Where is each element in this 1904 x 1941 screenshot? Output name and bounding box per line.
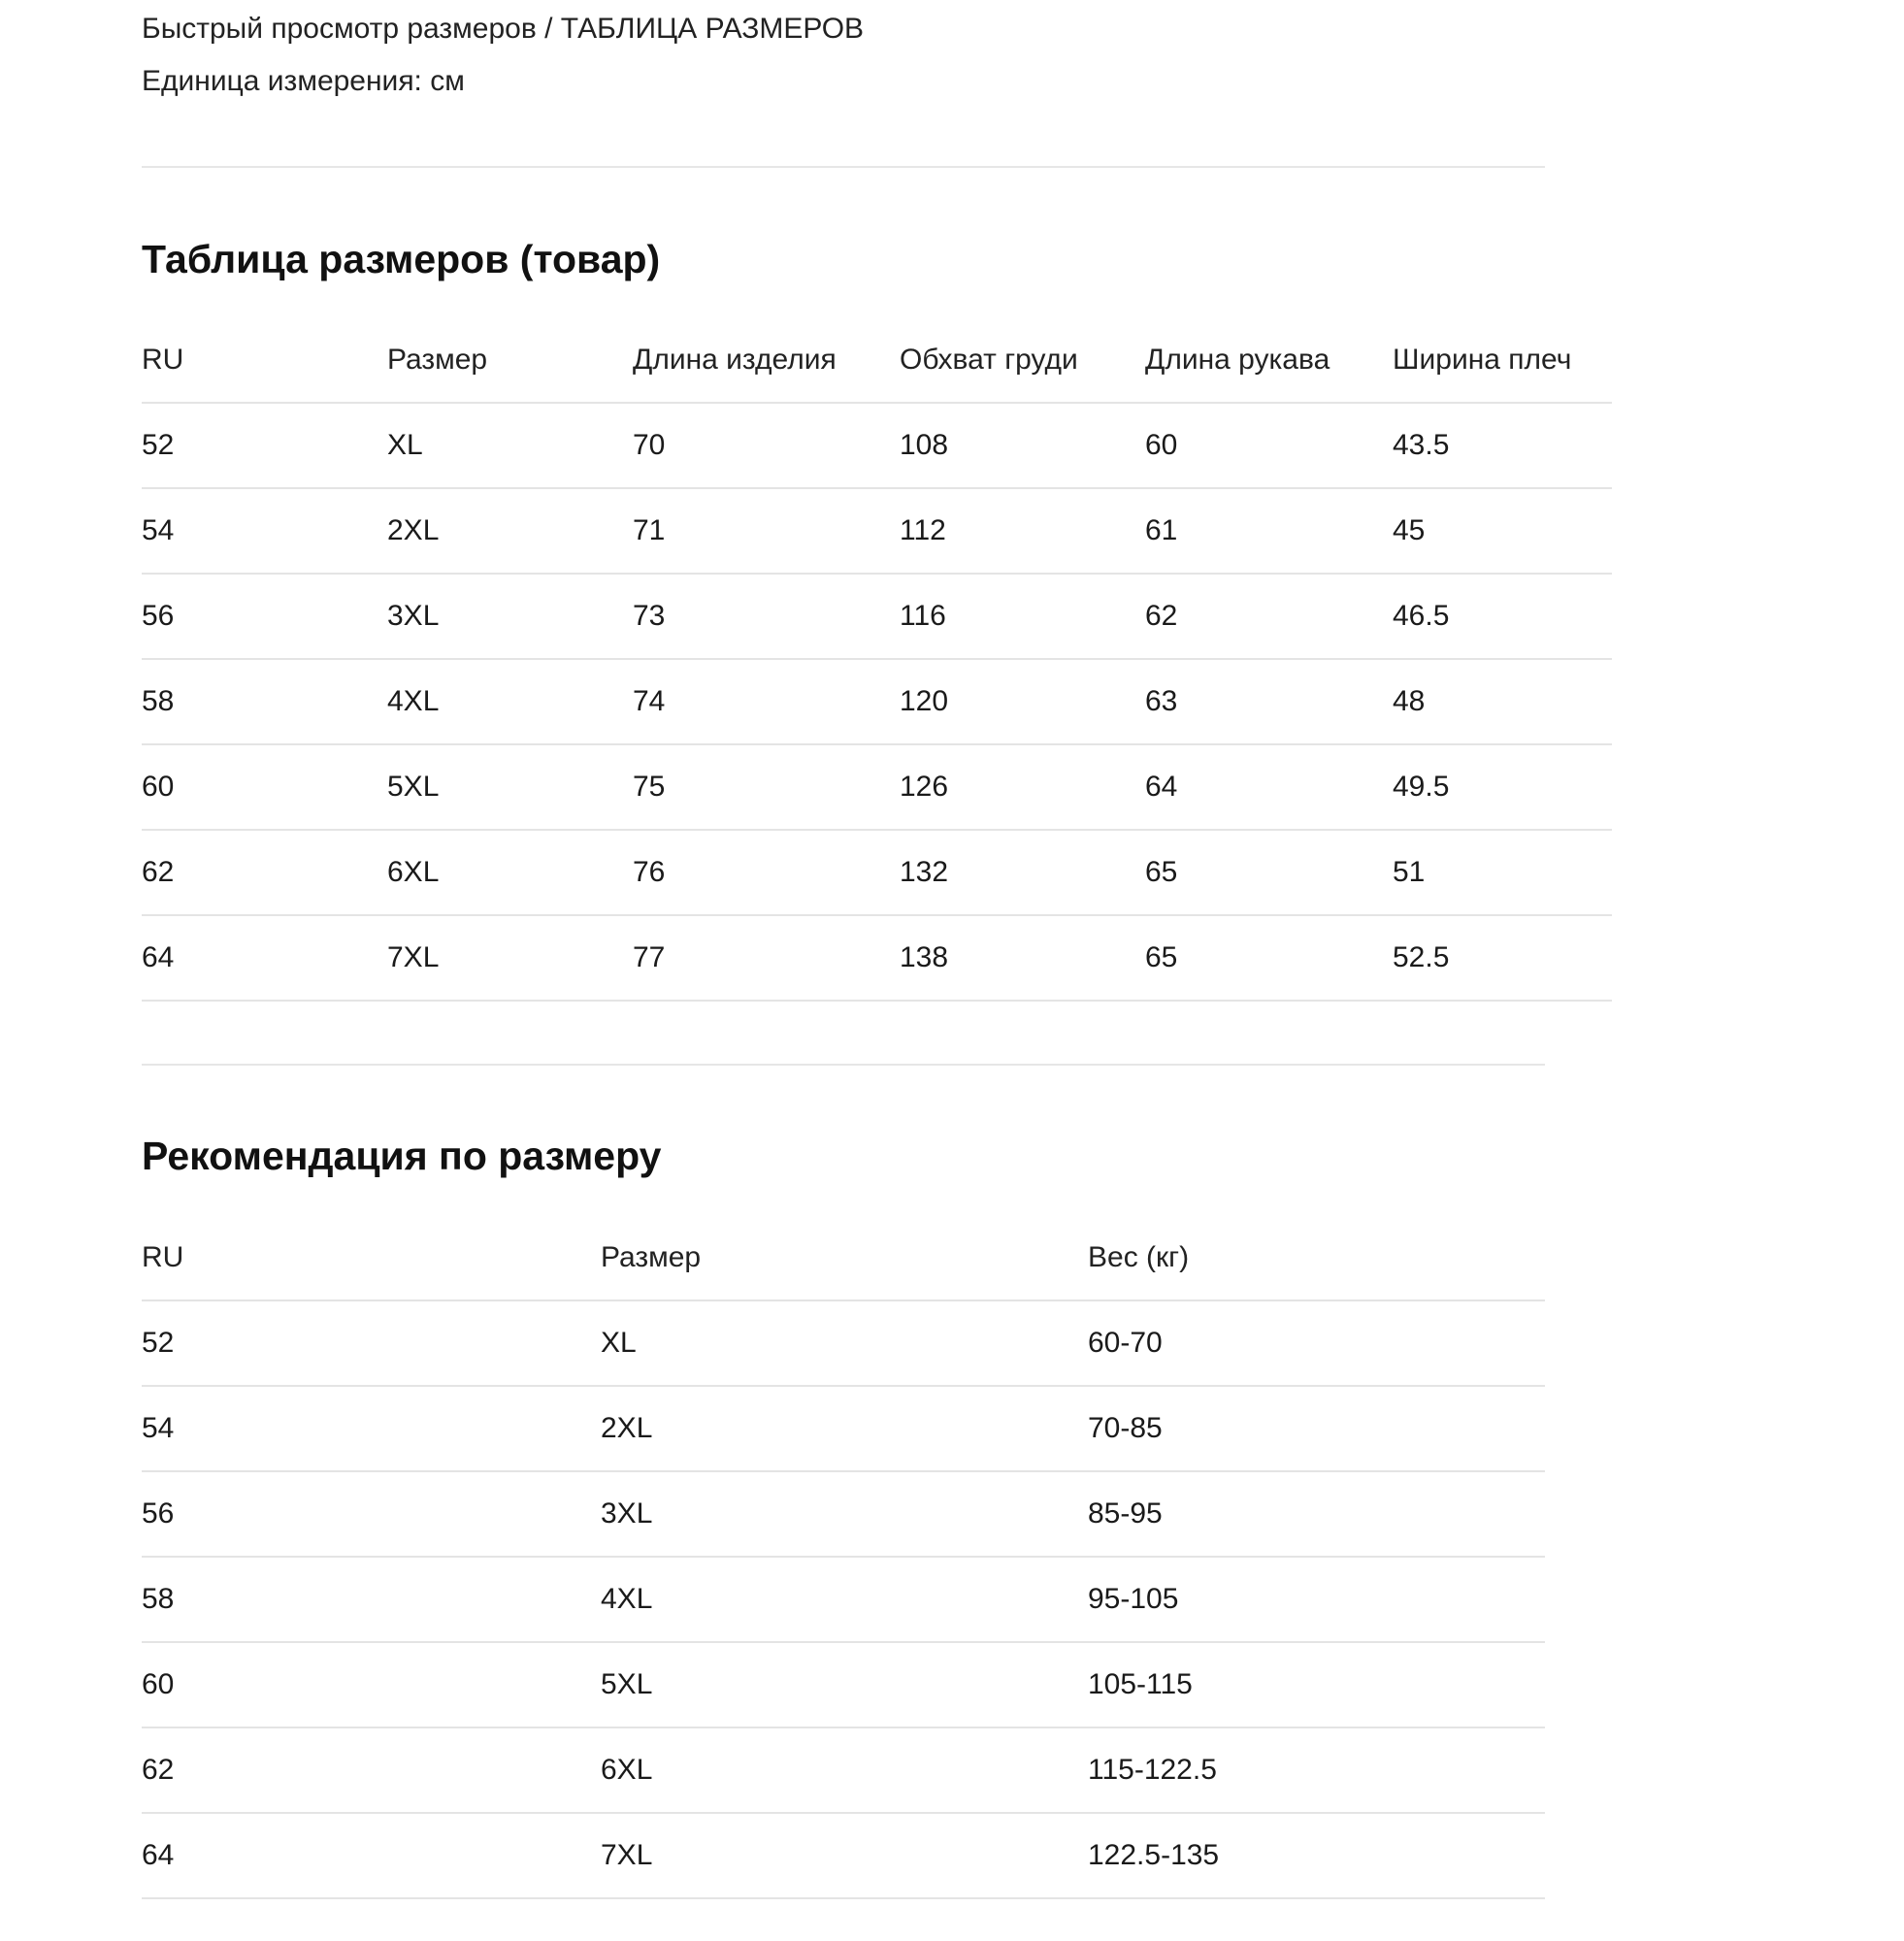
table-cell: 60	[1145, 403, 1393, 488]
table-cell: 58	[142, 1557, 601, 1642]
table-row	[142, 574, 1612, 659]
column-header-length: Длина изделия	[633, 318, 900, 403]
table-cell: 3XL	[387, 574, 633, 659]
column-header-sleeve: Длина рукава	[1145, 318, 1393, 403]
table-cell: 64	[1145, 744, 1393, 830]
table-cell: 5XL	[387, 744, 633, 830]
table-cell: 2XL	[387, 488, 633, 574]
table-cell: 58	[142, 659, 387, 744]
divider	[142, 166, 1545, 168]
measurement-unit: Единица измерения: см	[142, 65, 465, 97]
table-cell: 65	[1145, 915, 1393, 1001]
product-size-table-title: Таблица размеров (товар)	[142, 237, 661, 281]
table-cell: 6XL	[601, 1727, 1088, 1813]
table-cell: 56	[142, 574, 387, 659]
column-header-size: Размер	[387, 318, 633, 403]
table-row	[142, 659, 1612, 744]
table-cell: 74	[633, 659, 900, 744]
breadcrumb: Быстрый просмотр размеров / ТАБЛИЦА РАЗМЕРОВ	[142, 13, 865, 45]
size-recommendation-table	[142, 1216, 1545, 1899]
table-cell: 62	[1145, 574, 1393, 659]
table-cell: 62	[142, 830, 387, 915]
table-row	[142, 1300, 1545, 1386]
table-cell: 116	[900, 574, 1145, 659]
table-cell: 132	[900, 830, 1145, 915]
table-row	[142, 1642, 1545, 1727]
column-header-ru: RU	[142, 1216, 601, 1300]
table-row	[142, 744, 1612, 830]
table-cell: 54	[142, 1386, 601, 1471]
table-cell: 7XL	[387, 915, 633, 1001]
table-cell: 85-95	[1088, 1471, 1545, 1557]
table-cell: 115-122.5	[1088, 1727, 1545, 1813]
table-header-row	[142, 1216, 1545, 1300]
table-cell: 56	[142, 1471, 601, 1557]
table-cell: 4XL	[601, 1557, 1088, 1642]
table-cell: 52.5	[1393, 915, 1612, 1001]
column-header-weight: Вес (кг)	[1088, 1216, 1545, 1300]
product-size-table	[142, 318, 1612, 1002]
table-cell: 7XL	[601, 1813, 1088, 1898]
table-cell: 138	[900, 915, 1145, 1001]
table-row	[142, 1557, 1545, 1642]
table-cell: 108	[900, 403, 1145, 488]
table-row	[142, 915, 1612, 1001]
table-cell: 52	[142, 1300, 601, 1386]
table-cell: 2XL	[601, 1386, 1088, 1471]
table-cell: XL	[387, 403, 633, 488]
table-cell: 60-70	[1088, 1300, 1545, 1386]
table-row	[142, 488, 1612, 574]
table-row	[142, 830, 1612, 915]
column-header-size: Размер	[601, 1216, 1088, 1300]
table-cell: 5XL	[601, 1642, 1088, 1727]
table-cell: 64	[142, 1813, 601, 1898]
table-row	[142, 1471, 1545, 1557]
table-row	[142, 1386, 1545, 1471]
table-cell: 63	[1145, 659, 1393, 744]
table-cell: 4XL	[387, 659, 633, 744]
table-row	[142, 1813, 1545, 1898]
table-cell: 48	[1393, 659, 1612, 744]
table-cell: 73	[633, 574, 900, 659]
column-header-shoulder: Ширина плеч	[1393, 318, 1612, 403]
table-cell: 76	[633, 830, 900, 915]
table-cell: 43.5	[1393, 403, 1612, 488]
table-cell: 120	[900, 659, 1145, 744]
size-recommendation-title: Рекомендация по размеру	[142, 1134, 662, 1178]
table-cell: XL	[601, 1300, 1088, 1386]
table-cell: 112	[900, 488, 1145, 574]
table-cell: 60	[142, 1642, 601, 1727]
table-cell: 60	[142, 744, 387, 830]
table-header-row	[142, 318, 1612, 403]
table-row	[142, 1727, 1545, 1813]
divider	[142, 1064, 1545, 1066]
table-cell: 105-115	[1088, 1642, 1545, 1727]
table-cell: 64	[142, 915, 387, 1001]
table-cell: 52	[142, 403, 387, 488]
table-cell: 70	[633, 403, 900, 488]
table-cell: 61	[1145, 488, 1393, 574]
table-cell: 6XL	[387, 830, 633, 915]
table-cell: 95-105	[1088, 1557, 1545, 1642]
table-cell: 45	[1393, 488, 1612, 574]
table-cell: 54	[142, 488, 387, 574]
table-cell: 3XL	[601, 1471, 1088, 1557]
table-cell: 51	[1393, 830, 1612, 915]
table-cell: 71	[633, 488, 900, 574]
table-row	[142, 403, 1612, 488]
table-cell: 46.5	[1393, 574, 1612, 659]
table-cell: 62	[142, 1727, 601, 1813]
table-cell: 75	[633, 744, 900, 830]
column-header-ru: RU	[142, 318, 387, 403]
table-cell: 126	[900, 744, 1145, 830]
table-cell: 77	[633, 915, 900, 1001]
column-header-chest: Обхват груди	[900, 318, 1145, 403]
table-cell: 122.5-135	[1088, 1813, 1545, 1898]
table-cell: 49.5	[1393, 744, 1612, 830]
table-cell: 65	[1145, 830, 1393, 915]
table-cell: 70-85	[1088, 1386, 1545, 1471]
